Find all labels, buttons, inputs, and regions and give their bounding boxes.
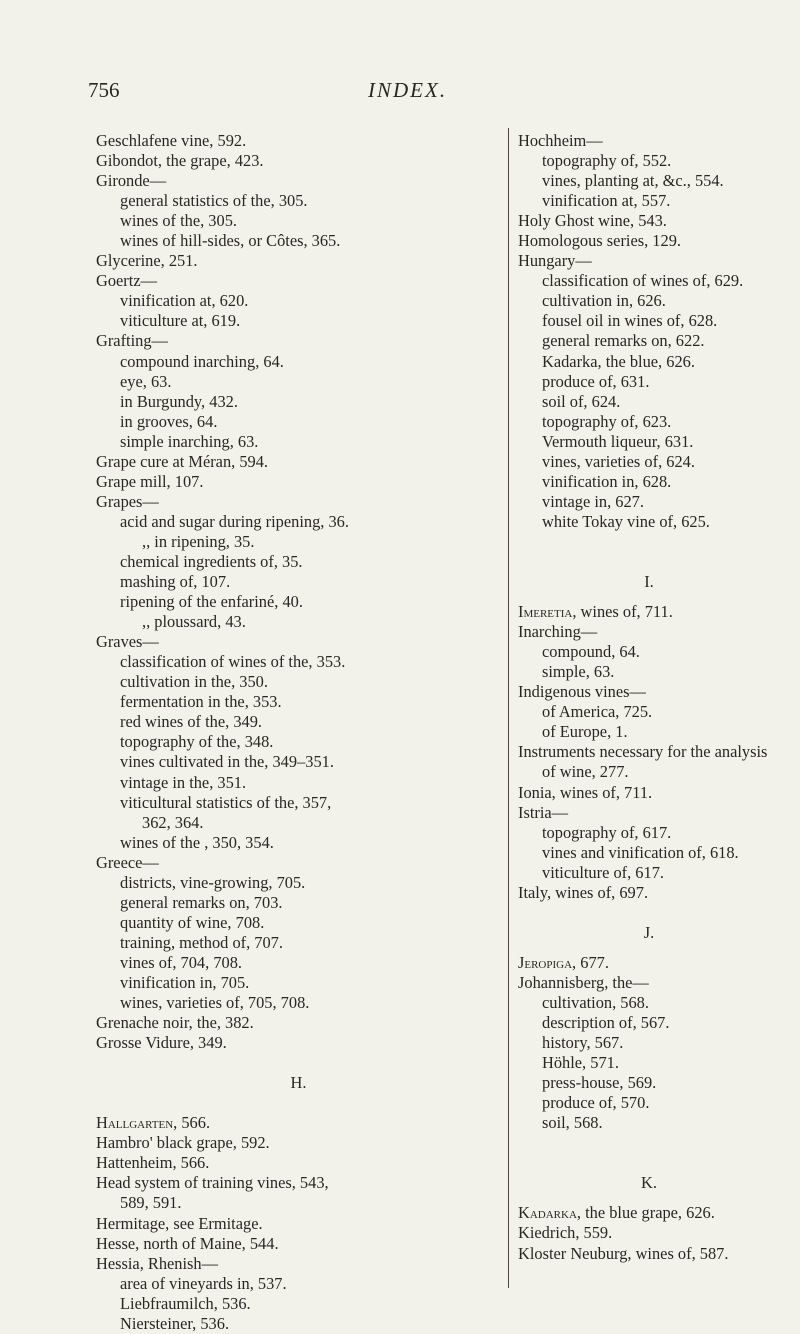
index-entry: Greece— [96, 852, 159, 872]
index-subentry: simple, 63. [542, 662, 615, 682]
index-subentry: vinification in, 628. [542, 471, 672, 491]
index-subentry: vines, varieties of, 624. [542, 451, 695, 471]
index-subentry: general statistics of the, 305. [120, 191, 308, 211]
index-subentry: produce of, 570. [542, 1093, 650, 1113]
index-subentry: history, 567. [542, 1033, 624, 1053]
index-subentry: fousel oil in wines of, 628. [542, 311, 718, 331]
index-subentry: 589, 591. [120, 1193, 182, 1213]
entry-text: wines of, 711. [576, 602, 673, 622]
index-subentry: cultivation, 568. [542, 992, 649, 1012]
index-subentry: eye, 63. [120, 371, 172, 391]
spacer [518, 943, 780, 953]
index-subentry: classification of wines of, 629. [542, 271, 744, 291]
index-subentry: viticulture of, 617. [542, 862, 664, 882]
index-subentry: topography of, 552. [542, 151, 672, 171]
index-subentry: Kadarka, the blue, 626. [542, 351, 695, 371]
index-entry: Istria— [518, 802, 569, 822]
index-entry: Ionia, wines of, 711. [518, 782, 653, 802]
index-subentry: ,, in ripening, 35. [142, 531, 255, 551]
index-entry [518, 602, 780, 622]
index-subentry: wines, varieties of, 705, 708. [120, 993, 310, 1013]
index-entry: Grape cure at Méran, 594. [96, 451, 269, 471]
entry-headword: Jeropiga, [518, 952, 577, 972]
index-subentry: vines and vinification of, 618. [542, 842, 739, 862]
index-entry: Hochheim— [518, 131, 603, 150]
index-subentry: chemical ingredients of, 35. [120, 551, 303, 571]
index-subentry: vintage in, 627. [542, 491, 644, 511]
index-entry: Grosse Vidure, 349. [96, 1033, 227, 1053]
spacer [518, 532, 780, 552]
index-entry: Hambro' black grape, 592. [96, 1133, 270, 1153]
section-letter: K. [641, 1173, 657, 1193]
index-subentry: in Burgundy, 432. [120, 391, 238, 411]
index-entry: Indigenous vines— [518, 682, 646, 702]
spacer [518, 1153, 780, 1173]
index-entry: Instruments necessary for the analysis [518, 742, 768, 762]
index-entry: Hattenheim, 566. [96, 1153, 210, 1173]
index-entry: Holy Ghost wine, 543. [518, 211, 667, 231]
index-subentry: white Tokay vine of, 625. [542, 511, 710, 531]
spacer [518, 592, 780, 602]
section-letter: I. [644, 572, 654, 592]
index-subentry: description of, 567. [542, 1013, 670, 1033]
index-subentry: viticultural statistics of the, 357, [120, 792, 332, 812]
entry-text: 566. [177, 1113, 211, 1133]
index-subentry: mashing of, 107. [120, 572, 231, 592]
index-entry: Goertz— [96, 271, 157, 291]
index-entry: Gibondot, the grape, 423. [96, 151, 264, 171]
index-entry: Grafting— [96, 331, 168, 351]
entry-headword: Kadarka, [518, 1203, 581, 1223]
index-subentry: vintage in the, 351. [120, 772, 247, 792]
index-entry: Kiedrich, 559. [518, 1223, 613, 1243]
entry-text: the blue grape, 626. [581, 1203, 715, 1223]
index-entry: Johannisberg, the— [518, 972, 649, 992]
index-subentry: general remarks on, 703. [120, 892, 283, 912]
spacer [96, 1093, 501, 1113]
index-subentry: wines of the , 350, 354. [120, 832, 274, 852]
index-subentry: viticulture at, 619. [120, 311, 241, 331]
index-subentry: cultivation in, 626. [542, 291, 666, 311]
index-subentry: vines of, 704, 708. [120, 952, 243, 972]
index-subentry: Höhle, 571. [542, 1053, 619, 1073]
index-subentry: Vermouth liqueur, 631. [542, 431, 694, 451]
spacer [518, 552, 780, 572]
index-entry [96, 1113, 501, 1133]
index-subentry: wines of the, 305. [120, 211, 237, 231]
index-subentry: wines of hill-sides, or Côtes, 365. [120, 231, 341, 251]
index-subentry: red wines of the, 349. [120, 712, 263, 732]
index-subentry: produce of, 631. [542, 371, 650, 391]
index-entry [518, 1203, 780, 1223]
index-subentry: fermentation in the, 353. [120, 692, 282, 712]
index-entry: Grape mill, 107. [96, 471, 204, 491]
index-subentry: of Europe, 1. [542, 722, 628, 742]
section-letter: J. [643, 922, 655, 942]
running-title: INDEX. [368, 78, 448, 102]
index-subentry: vinification at, 557. [542, 191, 671, 211]
index-entry: Glycerine, 251. [96, 251, 198, 271]
index-entry: Inarching— [518, 622, 598, 642]
index-subentry: 362, 364. [142, 812, 204, 832]
index-subentry: vines cultivated in the, 349–351. [120, 752, 334, 772]
index-subentry: districts, vine-growing, 705. [120, 872, 306, 892]
index-subentry: general remarks on, 622. [542, 331, 705, 351]
index-subentry: quantity of wine, 708. [120, 912, 265, 932]
index-entry: Italy, wines of, 697. [518, 882, 649, 902]
index-subentry: cultivation in the, 350. [120, 672, 268, 692]
index-subentry: press-house, 569. [542, 1073, 657, 1093]
index-subentry: of wine, 277. [542, 762, 629, 782]
index-subentry: soil of, 624. [542, 391, 621, 411]
index-entry: Grapes— [96, 491, 159, 511]
index-entry: Gironde— [96, 171, 167, 191]
index-column-left [96, 131, 501, 1334]
index-subentry: vinification at, 620. [120, 291, 249, 311]
index-entry [518, 953, 780, 973]
index-subentry: Niersteiner, 536. [120, 1313, 230, 1333]
index-subentry: in grooves, 64. [120, 411, 218, 431]
index-subentry: topography of, 617. [542, 822, 672, 842]
index-subentry: of America, 725. [542, 702, 653, 722]
page-header [0, 78, 800, 108]
entry-text: 677. [576, 952, 609, 972]
entry-headword: Hallgarten, [96, 1113, 178, 1133]
index-subentry: ,, ploussard, 43. [142, 612, 246, 632]
index-subentry: compound, 64. [542, 642, 640, 662]
index-entry: Graves— [96, 632, 159, 652]
index-subentry: topography of the, 348. [120, 732, 274, 752]
index-entry: Kloster Neuburg, wines of, 587. [518, 1243, 729, 1263]
spacer [518, 1133, 780, 1153]
spacer [96, 1053, 501, 1073]
index-subentry: Liebfraumilch, 536. [120, 1293, 251, 1313]
index-entry: Geschlafene vine, 592. [96, 131, 247, 150]
section-letter: H. [290, 1073, 307, 1093]
entry-headword: Imeretia, [518, 602, 577, 622]
index-subentry: compound inarching, 64. [120, 351, 284, 371]
page-number: 756 [88, 78, 120, 102]
index-entry: Hessia, Rhenish— [96, 1253, 219, 1273]
index-entry: Homologous series, 129. [518, 231, 681, 251]
index-entry: Grenache noir, the, 382. [96, 1013, 254, 1033]
column-divider [508, 128, 509, 1288]
index-subentry: vines, planting at, &c., 554. [542, 171, 724, 191]
index-subentry: ripening of the enfariné, 40. [120, 592, 303, 612]
index-subentry: soil, 568. [542, 1113, 603, 1133]
index-entry: Hungary— [518, 251, 592, 271]
index-column-right [518, 131, 780, 1264]
index-subentry: vinification in, 705. [120, 972, 250, 992]
spacer [518, 1193, 780, 1203]
index-entry: Head system of training vines, 543, [96, 1173, 329, 1193]
index-subentry: classification of wines of the, 353. [120, 652, 346, 672]
index-entry: Hesse, north of Maine, 544. [96, 1233, 279, 1253]
index-subentry: area of vineyards in, 537. [120, 1273, 287, 1293]
index-subentry: training, method of, 707. [120, 932, 283, 952]
index-entry: Hermitage, see Ermitage. [96, 1213, 263, 1233]
index-subentry: topography of, 623. [542, 411, 672, 431]
spacer [518, 903, 780, 923]
index-subentry: acid and sugar during ripening, 36. [120, 511, 349, 531]
index-subentry: simple inarching, 63. [120, 431, 259, 451]
